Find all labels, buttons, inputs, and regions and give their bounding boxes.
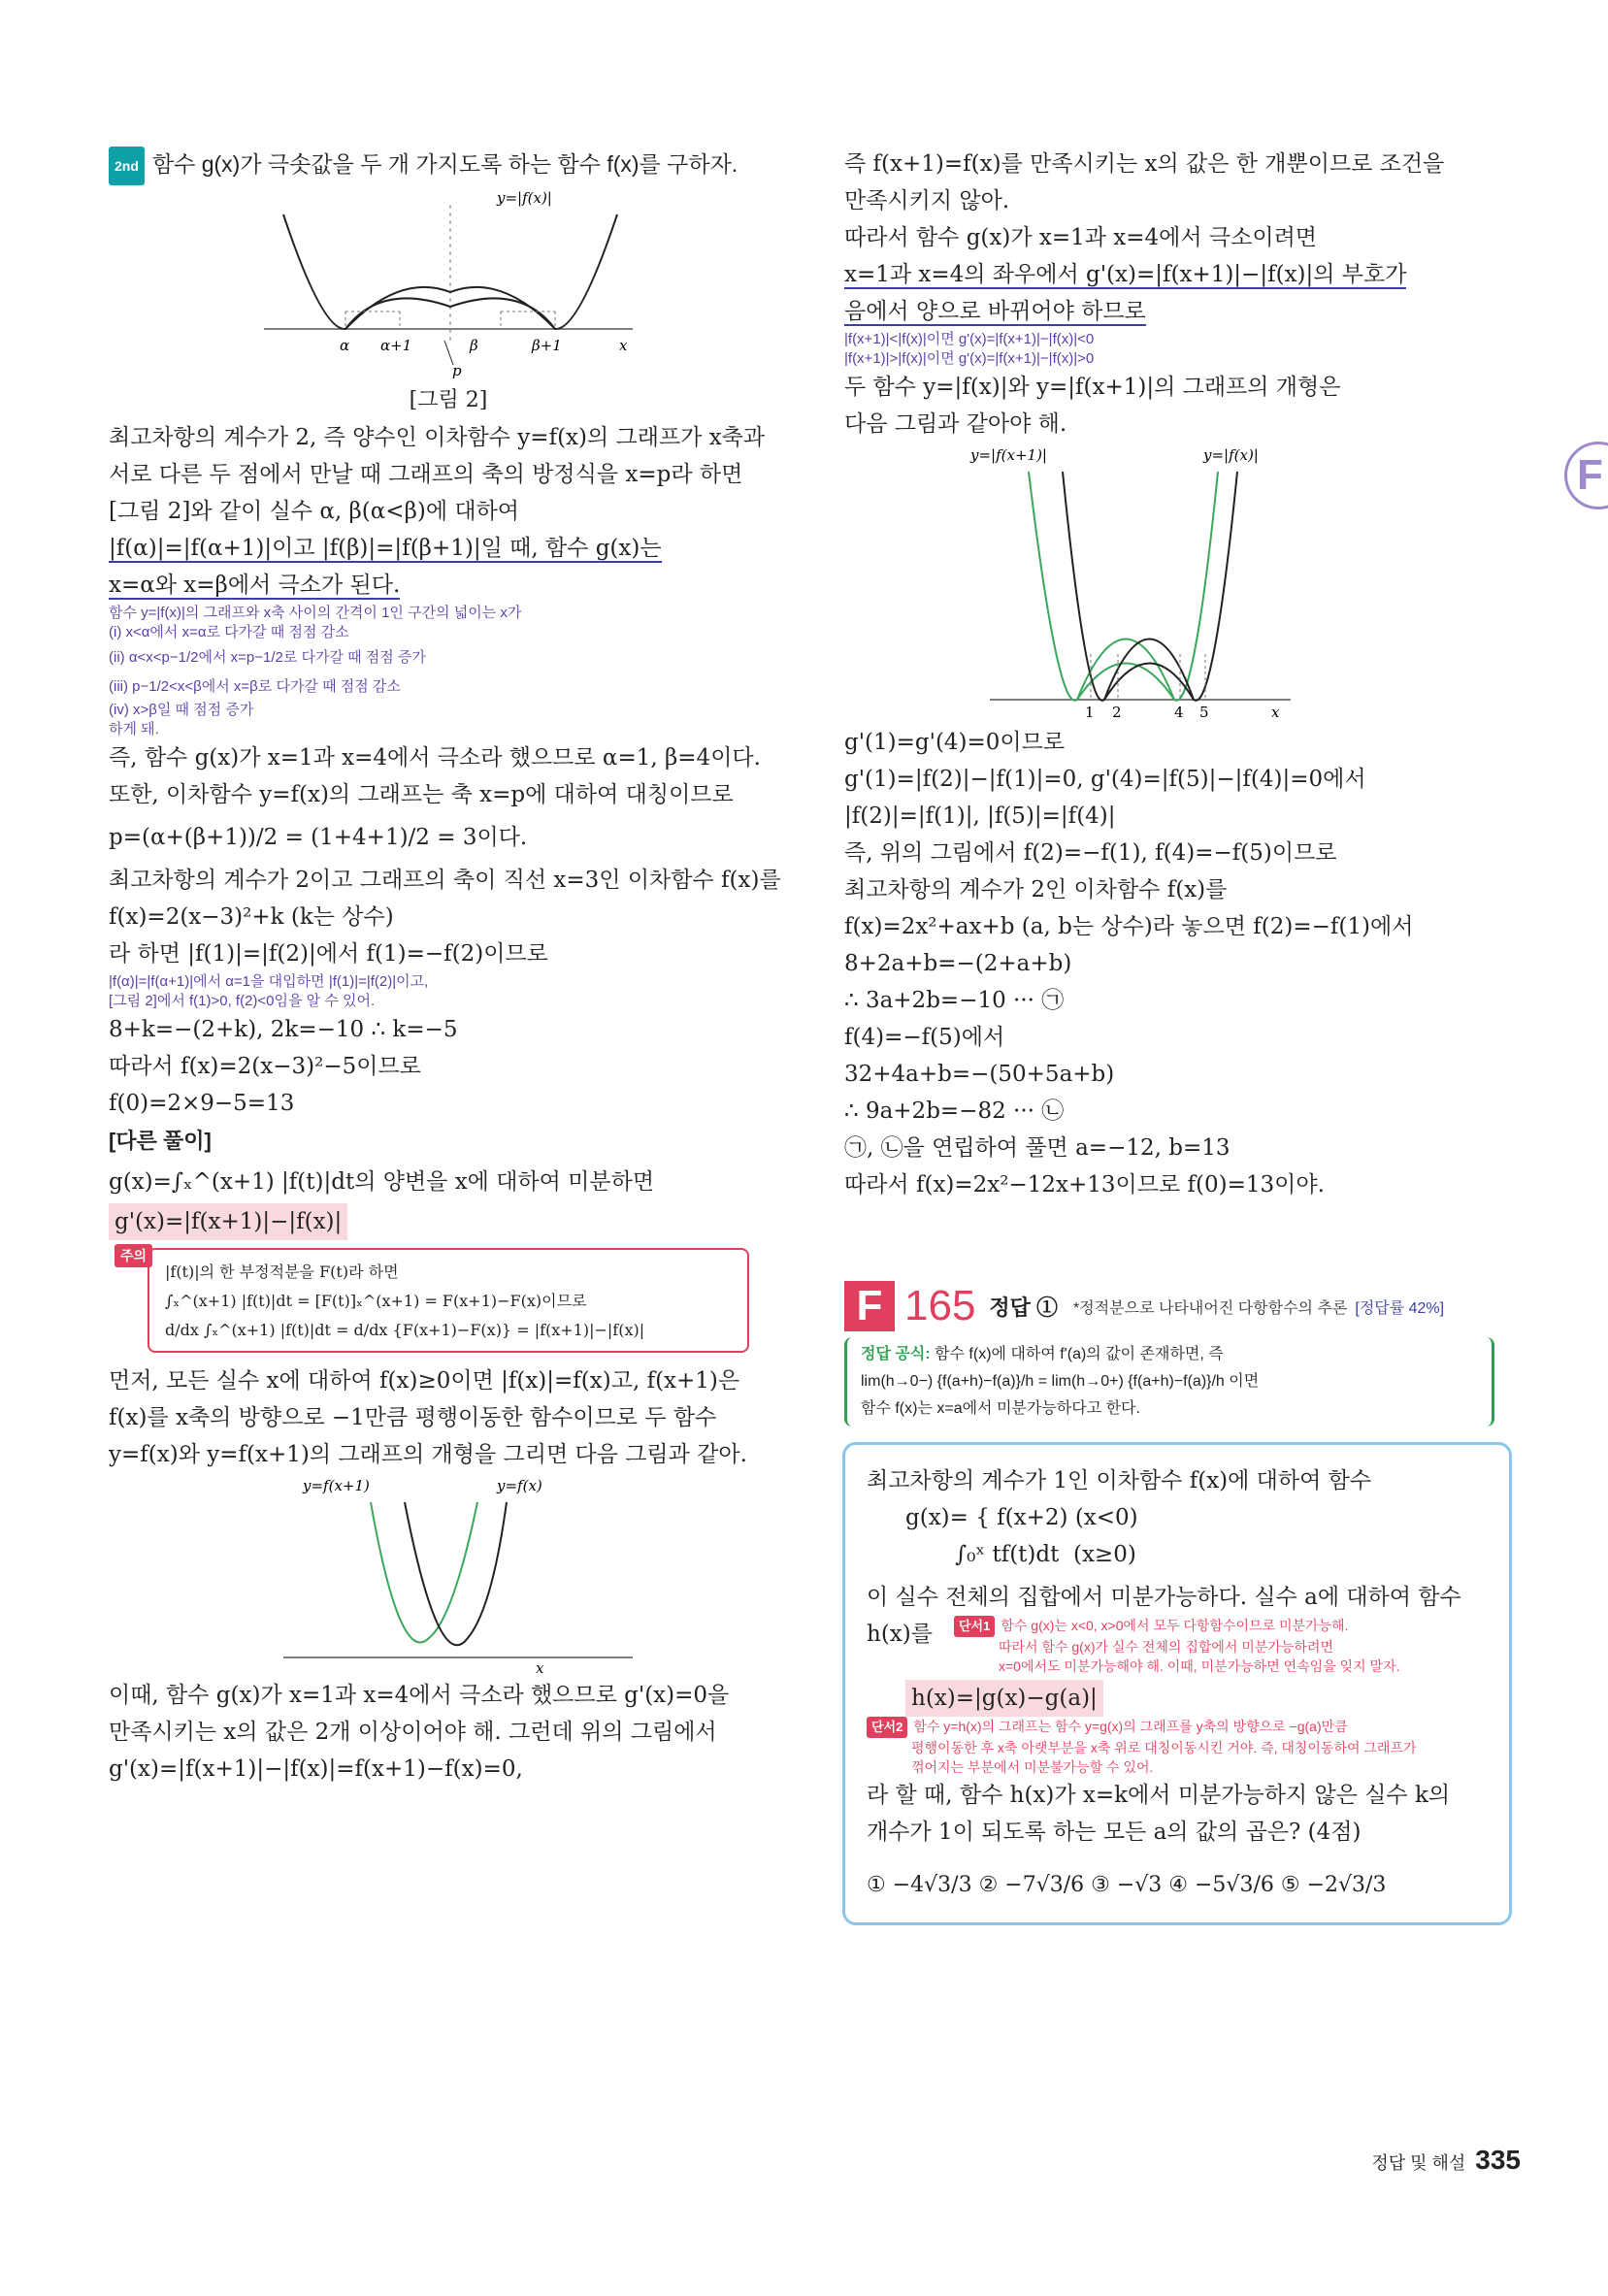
para4-line: y=f(x)와 y=f(x+1)의 그래프의 개형을 그리면 다음 그림과 같아. [109, 1442, 747, 1467]
answer-letter: F [844, 1281, 895, 1331]
fig2-x-label-alpha: α [340, 337, 350, 354]
para1-line: 서로 다른 두 점에서 만날 때 그래프의 축의 방정식을 x=p라 하면 [109, 462, 743, 487]
note-line: (ii) α<x<p−1/2에서 x=p−1/2로 다가갈 때 점점 증가 [109, 649, 426, 666]
r-para3-line: ㉠, ㉡을 연립하여 풀면 a=−12, b=13 [844, 1135, 1231, 1161]
para3-line: 따라서 f(x)=2(x−3)²−5이므로 [109, 1054, 421, 1079]
note-line: [그림 2]에서 f(1)>0, f(2)<0임을 알 수 있어. [109, 993, 376, 1009]
para2-line: p=(α+(β+1))/2 = (1+4+1)/2 = 3이다. [109, 825, 528, 850]
page-number: 335 [1475, 2145, 1521, 2175]
step1-note: 함수 g(x)는 x<0, x>0에서 모두 다항함수이므로 미분가능해. [1001, 1618, 1349, 1633]
caution-box [120, 1248, 749, 1353]
figure-4 [902, 443, 1310, 724]
step2-note: 평행이동한 후 x축 아랫부분을 x축 위로 대칭이동시킨 거야. 즉, 대칭이동하여 그래프가 [911, 1740, 1417, 1755]
para1-line: 최고차항의 계수가 2, 즉 양수인 이차함수 y=f(x)의 그래프가 x축과 [109, 425, 766, 450]
r-para3-line: 따라서 f(x)=2x²−12x+13이므로 f(0)=13이야. [844, 1172, 1325, 1197]
problem-line: 라 할 때, 함수 h(x)가 x=k에서 미분가능하지 않은 실수 k의 [867, 1783, 1451, 1808]
problem-line: 이 실수 전체의 집합에서 미분가능하다. 실수 a에 대하여 함수 [867, 1585, 1461, 1610]
formula-box [844, 1337, 1494, 1427]
answer-number: 165 [904, 1282, 976, 1329]
para3-line: 8+k=−(2+k), 2k=−10 ∴ k=−5 [109, 1017, 458, 1042]
note-line: (i) x<α에서 x=α로 다가갈 때 점점 감소 [109, 624, 349, 640]
r-para1-line: 즉 f(x+1)=f(x)를 만족시키는 x의 값은 한 개뿐이므로 조건을 [844, 151, 1445, 177]
step2-note: 꺾어지는 부분에서 미분불가능할 수 있어. [911, 1759, 1154, 1775]
fig4-x-label: 1 [1085, 704, 1095, 721]
r-para2-line: 다음 그림과 같아야 해. [844, 411, 1067, 437]
fig3-axis-label: x [536, 1659, 544, 1677]
para2-line: f(x)=2(x−3)²+k (k는 상수) [109, 904, 394, 930]
note-line: 함수 y=|f(x)|의 그래프와 x축 사이의 간격이 1인 구간의 넓이는 x가 [109, 605, 522, 621]
left-column [109, 146, 788, 1788]
r-para3-line: 최고차항의 계수가 2인 이차함수 f(x)를 [844, 877, 1228, 902]
hx-definition: h(x)=|g(x)−g(a)| [905, 1680, 1103, 1717]
para2-line: 최고차항의 계수가 2이고 그래프의 축이 직선 x=3인 이차함수 f(x)를 [109, 868, 781, 893]
r-underlined-line: 음에서 양으로 바뀌어야 하므로 [844, 299, 1146, 324]
problem-case: ∫₀ˣ tf(t)dt (x≥0) [905, 1542, 1136, 1567]
para4-line: 먼저, 모든 실수 x에 대하여 f(x)≥0이면 |f(x)|=f(x)고, f(x+1)은 [109, 1368, 740, 1394]
fig2-curve-label: y=|f(x)| [497, 189, 552, 207]
note-line: 하게 돼. [109, 721, 159, 738]
r-para3-line: g'(1)=g'(4)=0이므로 [844, 730, 1066, 755]
r-para3-line: f(4)=−f(5)에서 [844, 1025, 1005, 1050]
r-para3-line: 32+4a+b=−(50+5a+b) [844, 1062, 1115, 1087]
r-para3-line: g'(1)=|f(2)|−|f(1)|=0, g'(4)=|f(5)|−|f(4)|=0에서 [844, 767, 1366, 792]
page-footer [1371, 2145, 1521, 2176]
para2-line: 라 하면 |f(1)|=|f(2)|에서 f(1)=−f(2)이므로 [109, 941, 548, 967]
fig2-p-label: p [452, 362, 462, 379]
fig2-x-label-beta: β [470, 337, 478, 354]
para2-line: 또한, 이차함수 y=f(x)의 그래프는 축 x=p에 대하여 대칭이므로 [109, 782, 734, 807]
answer-rate: [정답률 42%] [1355, 1299, 1445, 1317]
step2-tag: 단서2 [867, 1717, 907, 1738]
formula-tag: 정답 공식: [861, 1346, 931, 1362]
fig2-x-label-alpha1: α+1 [380, 337, 412, 354]
fig3-label-left: y=f(x+1) [303, 1477, 370, 1494]
problem-case: g(x)= { f(x+2) (x<0) [905, 1505, 1138, 1530]
formula-line: 함수 f(x)는 x=a에서 미분가능하다고 한다. [861, 1400, 1140, 1417]
fig4-x-label: 2 [1112, 704, 1122, 721]
right-column [844, 146, 1524, 1925]
r-para3-line: ∴ 9a+2b=−82 ··· ㉡ [844, 1099, 1065, 1124]
answer-header [844, 1281, 1524, 1331]
formula-line: lim(h→0−) {f(a+h)−f(a)}/h = lim(h→0+) {f(a+h)−f(a)}/h 이면 [861, 1373, 1260, 1390]
step1-note: x=0에서도 미분가능해야 해. 이때, 미분가능하면 연속임을 잊지 말자. [999, 1658, 1400, 1674]
step2-note: 함수 y=h(x)의 그래프는 함수 y=g(x)의 그래프를 y축의 방향으로 −g(a)만큼 [913, 1719, 1348, 1734]
fig2-x-label-beta1: β+1 [532, 337, 562, 354]
answer-label: 정답 ① [989, 1295, 1059, 1320]
para4-line: f(x)를 x축의 방향으로 −1만큼 평행이동한 함수이므로 두 함수 [109, 1405, 717, 1430]
fig2-caption: [그림 2] [409, 388, 488, 412]
caution-line: |f(t)|의 한 부정적분을 F(t)라 하면 [165, 1263, 399, 1281]
caution-line: d/dx ∫ₓ^(x+1) |f(t)|dt = d/dx {F(x+1)−F(x)} = |f(x+1)|−|f(x)| [165, 1321, 645, 1339]
step-heading: 함수 g(x)가 극솟값을 두 개 가지도록 하는 함수 f(x)를 구하자. [151, 151, 738, 177]
formula-line: 함수 f(x)에 대하여 f'(a)의 값이 존재하면, 즉 [935, 1346, 1224, 1362]
r-para3-line: 즉, 위의 그림에서 f(2)=−f(1), f(4)=−f(5)이므로 [844, 840, 1337, 866]
caution-tag: 주의 [115, 1244, 152, 1267]
r-para3-line: 8+2a+b=−(2+a+b) [844, 951, 1072, 976]
fig4-label-left: y=|f(x+1)| [970, 446, 1047, 464]
step-heading-row [109, 146, 788, 185]
answer-choices: ① −4√3/3 ② −7√3/6 ③ −√3 ④ −5√3/6 ⑤ −2√3/3 [867, 1873, 1387, 1897]
note-line: (iii) p−1/2<x<β에서 x=β로 다가갈 때 점점 감소 [109, 678, 401, 695]
figure-3 [245, 1473, 652, 1677]
fig4-x-label: 4 [1174, 704, 1184, 721]
problem-line: 개수가 1이 되도록 하는 모든 a의 값의 곱은? (4점) [867, 1820, 1362, 1845]
r-para3-line: f(x)=2x²+ax+b (a, b는 상수)라 놓으면 f(2)=−f(1)에서 [844, 914, 1414, 939]
step-badge: 2nd [109, 147, 145, 185]
answer-topic: *정적분으로 나타내어진 다항함수의 추론 [1073, 1299, 1348, 1317]
para3-line: f(0)=2×9−5=13 [109, 1091, 295, 1116]
r-underlined-line: x=1과 x=4의 좌우에서 g'(x)=|f(x+1)|−|f(x)|의 부호가 [844, 262, 1407, 287]
alt-highlight: g'(x)=|f(x+1)|−|f(x)| [109, 1203, 347, 1240]
r-note-line: |f(x+1)|<|f(x)|이면 g'(x)=|f(x+1)|−|f(x)|<0 [844, 331, 1095, 347]
fig4-x-label: 5 [1199, 704, 1209, 721]
para1-line: [그림 2]와 같이 실수 α, β(α<β)에 대하여 [109, 499, 520, 524]
r-para1-line: 따라서 함수 g(x)가 x=1과 x=4에서 극소이려면 [844, 225, 1317, 250]
r-para2-line: 두 함수 y=|f(x)|와 y=|f(x+1)|의 그래프의 개형은 [844, 375, 1341, 400]
r-para3-line: ∴ 3a+2b=−10 ··· ㉠ [844, 988, 1065, 1013]
step1-note: 따라서 함수 g(x)가 실수 전체의 집합에서 미분가능하려면 [999, 1639, 1333, 1655]
problem-box [842, 1442, 1512, 1925]
underlined-line: x=α와 x=β에서 극소가 된다. [109, 573, 401, 598]
fig2-x-label-x: x [619, 337, 628, 354]
fig4-x-label: x [1271, 704, 1280, 721]
step1-tag: 단서1 [954, 1616, 995, 1637]
fig4-label-right: y=|f(x)| [1203, 446, 1259, 464]
fig3-label-right: y=f(x) [497, 1477, 542, 1494]
figure-2 [245, 185, 652, 379]
footer-label: 정답 및 해설 [1371, 2153, 1466, 2173]
caution-line: ∫ₓ^(x+1) |f(t)|dt = [F(t)]ₓ^(x+1) = F(x+1)−F(x)이므로 [165, 1292, 587, 1310]
problem-line: h(x)를 [867, 1622, 933, 1647]
underlined-line: |f(α)|=|f(α+1)|이고 |f(β)|=|f(β+1)|일 때, 함수 g(x)는 [109, 536, 662, 561]
note-line: |f(α)|=|f(α+1)|에서 α=1을 대입하면 |f(1)|=|f(2)|이고, [109, 973, 429, 990]
r-note-line: |f(x+1)|>|f(x)|이면 g'(x)=|f(x+1)|−|f(x)|>0 [844, 350, 1095, 367]
alt-solution-heading: [다른 풀이] [109, 1129, 212, 1153]
para5-line: g'(x)=|f(x+1)|−|f(x)|=f(x+1)−f(x)=0, [109, 1756, 523, 1782]
para5-line: 이때, 함수 g(x)가 x=1과 x=4에서 극소라 했으므로 g'(x)=0을 [109, 1683, 730, 1708]
section-tab-f: F [1564, 442, 1608, 509]
problem-line: 최고차항의 계수가 1인 이차함수 f(x)에 대하여 함수 [867, 1468, 1372, 1493]
r-para3-line: |f(2)|=|f(1)|, |f(5)|=|f(4)| [844, 804, 1116, 829]
r-para1-line: 만족시키지 않아. [844, 188, 1010, 213]
para5-line: 만족시키는 x의 값은 2개 이상이어야 해. 그런데 위의 그림에서 [109, 1720, 717, 1745]
note-line: (iv) x>β일 때 점점 증가 [109, 702, 254, 718]
alt-line: g(x)=∫ₓ^(x+1) |f(t)|dt의 양변을 x에 대하여 미분하면 [109, 1169, 655, 1195]
para2-line: 즉, 함수 g(x)가 x=1과 x=4에서 극소라 했으므로 α=1, β=4이다. [109, 745, 761, 771]
